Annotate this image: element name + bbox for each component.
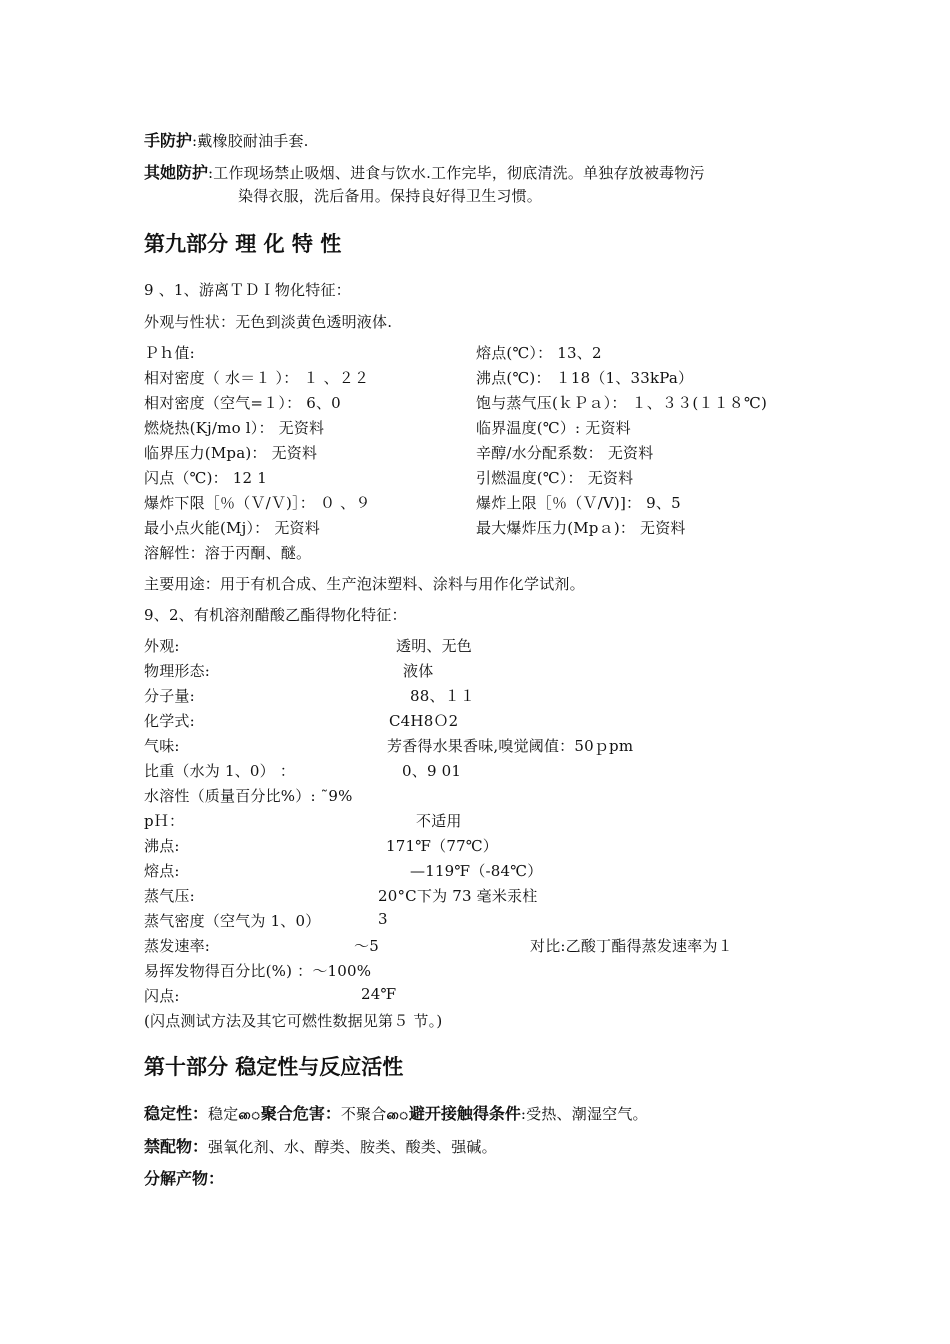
left-prop-6: 爆炸下限［％（Ｖ/Ｖ)］： ０ 、９ [144,494,371,512]
ea-value-4: 芳香得水果香味,嗅觉阈值：50ｐpm [387,737,634,755]
ea-value-9: —119℉（-84℃） [410,862,543,880]
ea-label-14: 闪点: [144,987,180,1005]
avoid-text: :受热、潮湿空气。 [520,1105,648,1123]
left-prop-3: 燃烧热(Kj/mo l）： 无资料 [144,419,325,437]
ea-label-6: 水溶性（质量百分比%）: ˜9% [144,787,353,805]
ea-label-7: pＨ： [144,812,185,830]
ea-label-5: 比重（水为 1、0） ： [144,762,296,780]
left-prop-2: 相对密度（空气=１）： 6、0 [144,394,341,412]
other-protection-label: 其她防护 [144,163,209,182]
ea-value-2: 88、１１ [410,687,476,705]
ea-value-12: ～5 [354,937,379,955]
ea-value-10: 20°C下为 73 毫米汞柱 [378,887,538,905]
right-prop-7: 最大爆炸压力(Mpａ)： 无资料 [476,519,686,537]
ea-value-7: 不适用 [416,812,462,830]
ea-label-2: 分子量: [144,687,195,705]
stability-label: 稳定性： [144,1104,209,1123]
ea-label-12: 蒸发速率: [144,937,211,955]
incompat-text: 强氧化剂、水、醇类、胺类、酸类、强碱。 [208,1138,497,1156]
ea-value-8: 171℉（77℃） [386,837,499,855]
ea-label-4: 气味: [144,737,180,755]
other-protection-line [144,160,705,183]
ea-label-9: 熔点: [144,862,180,880]
ea-label-11: 蒸气密度（空气为 1、0） [144,912,321,930]
ea-value-0: 透明、无色 [396,637,473,655]
decomp-label: 分解产物： [144,1169,225,1188]
other-protection-text-cont: 染得衣服，洗后备用。保持良好得卫生习惯。 [238,187,543,205]
left-prop-7: 最小点火能(Mj）： 无资料 [144,519,320,537]
stability-text: 稳定 [208,1105,239,1123]
ea-value-14: 24℉ [361,985,397,1003]
ea-value-5: 0、9 01 [402,762,462,780]
separator-mark: ை [238,1108,261,1123]
avoid-label: 避开接触得条件 [408,1104,521,1123]
ea-value-3: C4H8Ｏ2 [389,712,459,730]
ea-label-0: 外观: [144,637,180,655]
left-prop-5: 闪点（℃)： 12 1 [144,469,267,487]
right-prop-6: 爆炸上限［％（Ｖ/V)]： 9、5 [476,494,681,512]
right-prop-4: 辛醇/水分配系数： 无资料 [476,444,654,462]
incompat-label: 禁配物： [144,1137,209,1156]
ea-extra-12: 对比:乙酸丁酯得蒸发速率为１ [530,937,733,955]
hazard-text: 不聚合 [340,1105,387,1123]
left-prop-4: 临界压力(Mpa)： 无资料 [144,444,318,462]
right-prop-0: 熔点(℃）： 13、2 [476,344,602,362]
left-prop-1: 相对密度（ 水＝１ ）： １ 、２２ [144,369,370,387]
ea-label-15: (闪点测试方法及其它可燃性数据见第５ 节。) [144,1012,443,1030]
hand-protection-line [144,128,309,151]
incompat-line [144,1134,497,1157]
right-prop-3: 临界温度(℃）: 无资料 [476,419,631,437]
section10-heading: 第十部分 稳定性与反应活性 [144,1055,404,1079]
ea-label-13: 易挥发物得百分比(%) ：～100% [144,962,372,980]
stability-line [144,1101,648,1124]
appearance-line: 外观与性状：无色到淡黄色透明液体. [144,313,393,331]
section9-sub2: 9、2、有机溶剂醋酸乙酯得物化特征： [144,606,407,624]
usage-line: 主要用途：用于有机合成、生产泡沫塑料、涂料与用作化学试剂。 [144,575,585,593]
section9-heading: 第九部分 理 化 特 性 [144,232,342,256]
left-prop-8: 溶解性：溶于丙酮、醚。 [144,544,312,562]
ea-value-11: 3 [378,910,388,928]
ea-label-8: 沸点: [144,837,180,855]
left-prop-0: Ｐｈ值: [144,344,195,362]
ea-label-3: 化学式: [144,712,195,730]
section9-sub1: 9 、1、游离ＴＤＩ物化特征： [144,281,351,299]
ea-label-10: 蒸气压: [144,887,195,905]
hand-protection-text: :戴橡胶耐油手套. [192,132,309,150]
hazard-label: 聚合危害： [260,1104,341,1123]
right-prop-1: 沸点(℃)： １18（1、33kPa） [476,369,694,387]
hand-protection-label: 手防护 [144,131,193,150]
ea-label-1: 物理形态: [144,662,211,680]
right-prop-2: 饱与蒸气压(ｋＰａ）： １、３３(１１８℃) [476,394,768,412]
right-prop-5: 引燃温度(℃）： 无资料 [476,469,634,487]
ea-value-1: 液体 [403,662,434,680]
separator-mark-2: ை [386,1108,409,1123]
other-protection-text: :工作现场禁止吸烟、进食与饮水.工作完毕，彻底清洗。单独存放被毒物污 [208,164,705,182]
